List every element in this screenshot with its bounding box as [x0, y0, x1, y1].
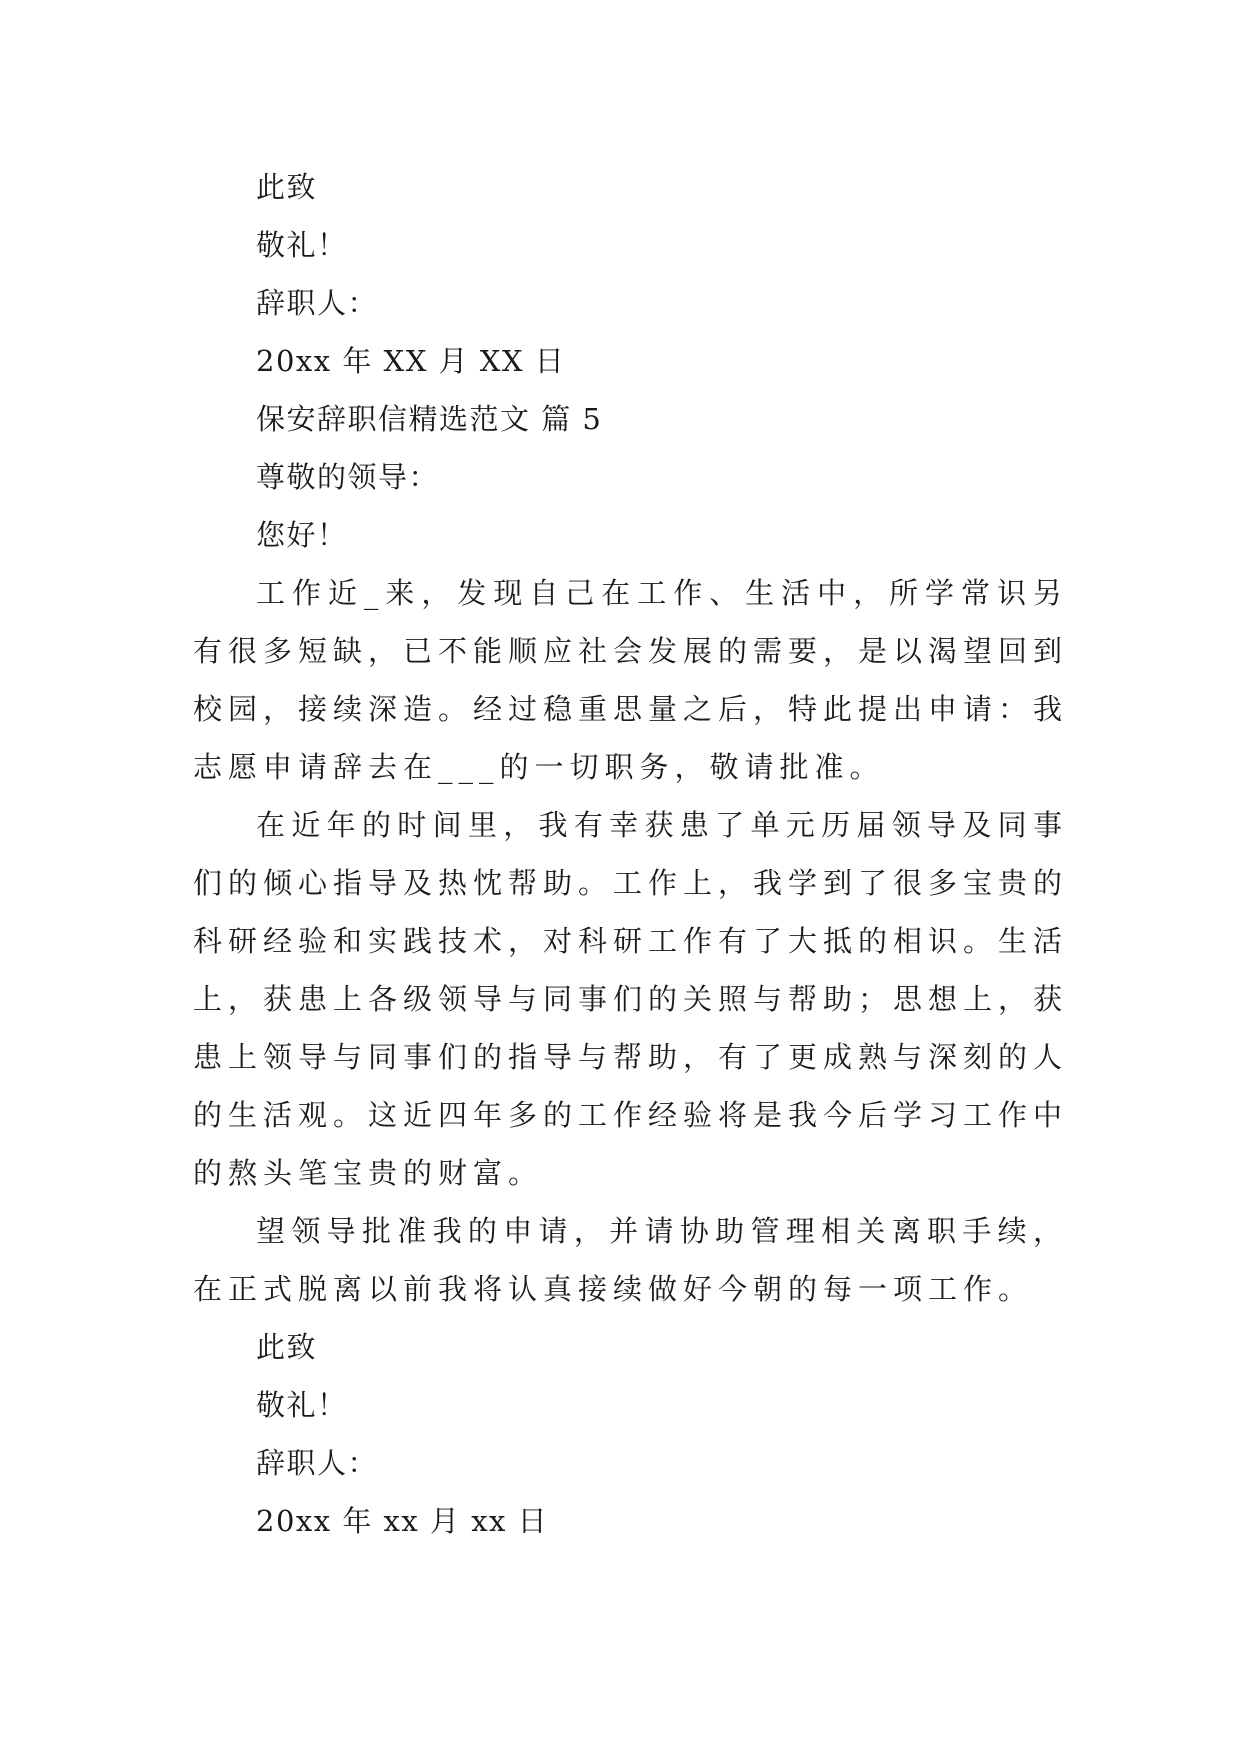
date-line: 20xx 年 XX 月 XX 日: [256, 344, 566, 378]
date-line: 20xx 年 xx 月 xx 日: [256, 1504, 549, 1538]
closing-line-2: 敬礼！: [256, 228, 348, 262]
body-paragraph-1: 工作近_来，发现自己在工作、生活中，所学常识另有很多短缺，已不能顺应社会发展的需要，是以渴望回到校园，接续深造。经过稳重思量之后，特此提出申请：我志愿申请辞去在___的一切职务，敬请批准。: [193, 576, 1069, 784]
body-paragraph-2: 在近年的时间里，我有幸获患了单元历届领导及同事们的倾心指导及热忱帮助。工作上，我学到了很多宝贵的科研经验和实践技术，对科研工作有了大抵的相识。生活上，获患上各级领导与同事们的关照与帮助；思想上，获患上领导与同事们的指导与帮助，有了更成熟与深刻的人的生活观。这近四年多的工作经验将是我今后学习工作中的熬头笔宝贵的财富。: [193, 808, 1069, 1190]
closing-line-1: 此致: [256, 1330, 318, 1364]
salutation: 尊敬的领导：: [256, 460, 440, 494]
closing-line-2: 敬礼！: [256, 1388, 348, 1422]
greeting: 您好！: [256, 518, 348, 552]
closing-line-1: 此致: [256, 170, 318, 204]
signer-label: 辞职人：: [256, 286, 379, 320]
body-paragraph-3: 望领导批准我的申请，并请协助管理相关离职手续，在正式脱离以前我将认真接续做好今朝的每一项工作。: [193, 1214, 1068, 1306]
section-title: 保安辞职信精选范文 篇 5: [256, 402, 603, 436]
signer-label: 辞职人：: [256, 1446, 379, 1480]
